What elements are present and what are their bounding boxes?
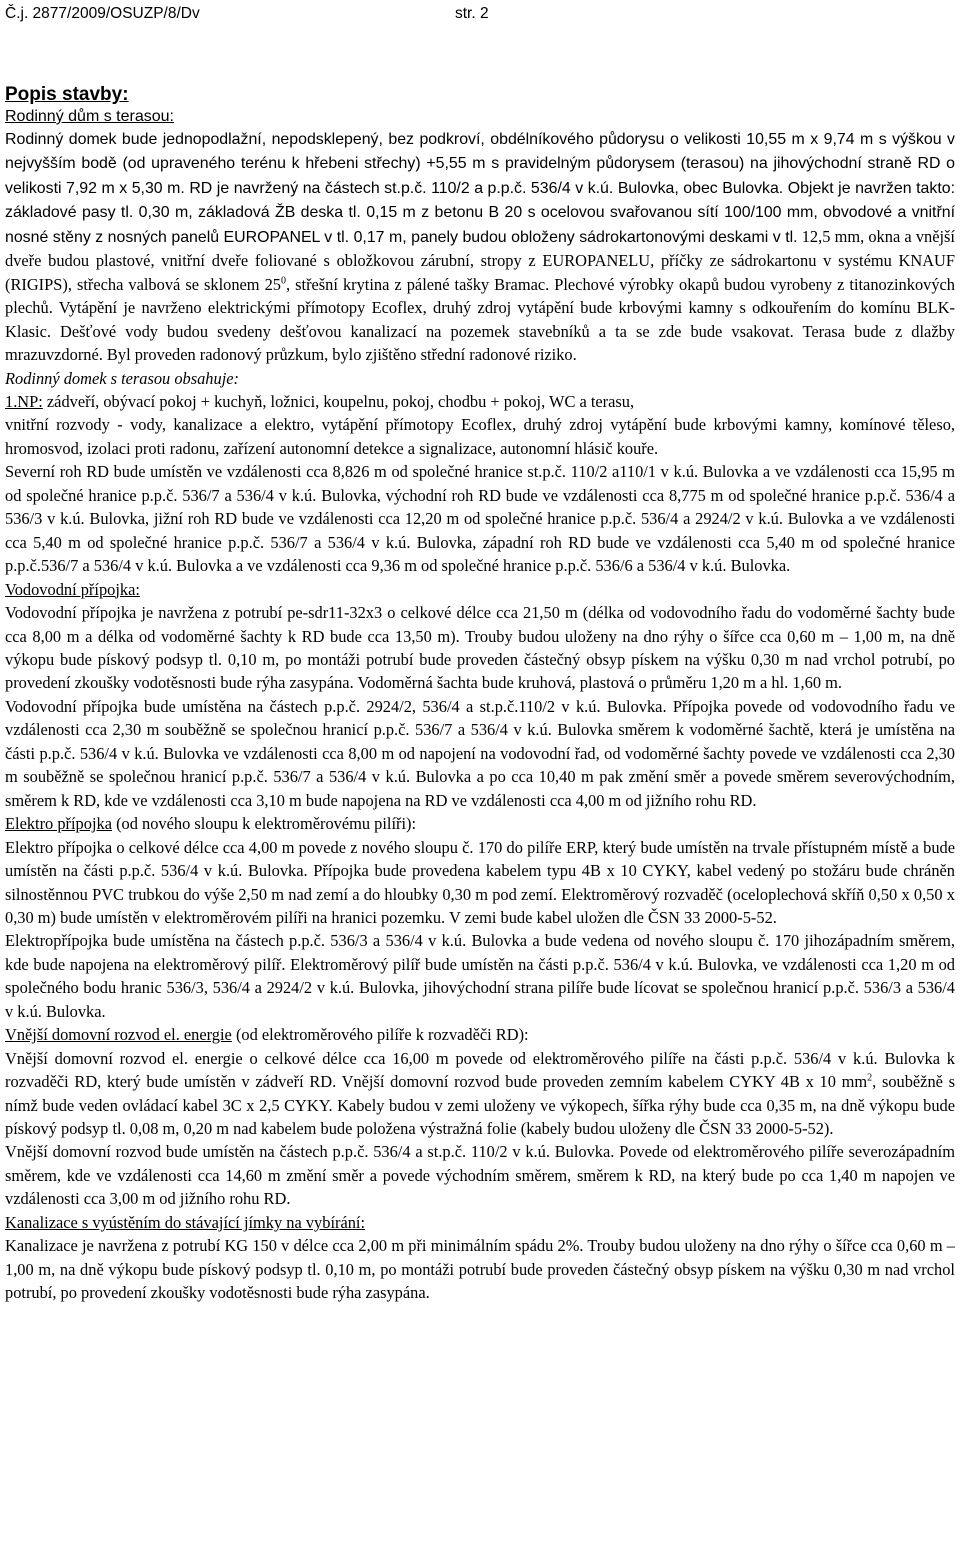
sewer-paragraph: Kanalizace je navržena z potrubí KG 150 v délce cca 2,00 m při minimálním spádu 2%. Trouby budou uloženy na dno rýhy o šířce cca 0,60 m – 1,00 m, na dně výkopu bude pískový podsyp tl. 0,10 m, po montáži potrubí bude proveden částečný obsyp pískem na výšku 0,30 m nad vrchol potrubí, po provedení zkoušky vodotěsnosti bude rýha zasypána. bbox=[5, 1236, 955, 1303]
page-number: str. 2 bbox=[455, 5, 489, 22]
elektro-heading-line bbox=[5, 812, 955, 835]
floor-installations: vnitřní rozvody - vody, kanalizace a elektro, vytápění přímotopy Ecoflex, druhý zdroj vytápění bude krbovými kamny, komínové těleso, hromosvod, izolaci proti radonu, zařízení autonomní detekce a signalizace, autonomní hlásič kouře. bbox=[5, 415, 955, 458]
outer-paragraph-2: Vnější domovní rozvod bude umístěn na částech p.p.č. 536/4 a st.p.č. 110/2 v k.ú. Bulovka. Povede od elektroměrového pilíře severozápadním směrem, kde ve vzdálenosti cca 14,60 m změní směr a povede východním směrem, směrem k RD, na který bude po cca 1,40 m napojen ve vzdálenosti cca 3,00 m od jižního rohu RD. bbox=[5, 1142, 955, 1209]
mm2-superscript: 2 bbox=[867, 1072, 873, 1084]
intro-serif-text-b: , střešní krytina z pálené tašky Bramac. Plechové výrobky okapů budou vyrobeny z titanozinkových plechů. Vytápění je navrženo elektrickými přímotopy Ecoflex, druhý zdroj vytápění bude krbovými kamny s odkouřením do komínu BLK-Klasic. Dešťové vody budou svedeny dešťovou kanalizací na pozemek stavebníků a ta se zde bude vsakovat. Terasa bude z dlažby mrazuvzdorné. Byl proveden radonový průzkum, bylo zjištěno střední radonové riziko. bbox=[5, 274, 955, 365]
elektro-paragraph-1: Elektro přípojka o celkové délce cca 4,00 m povede z nového sloupu č. 170 do pilíře ERP, který bude umístěn na trvale přístupném místě a bude umístěn na části p.p.č. 536/4 v k.ú. Bulovka. Přípojka bude provedena kabelem typu 4B x 10 CYKY, kabel vedený po stožáru bude chráněn silnostěnnou PVC trubkou do výše 2,50 m nad zemí a do hloubky 0,30 m pod zemí. Elektroměrový rozvaděč (oceloplechová skříň 0,50 x 0,50 x 0,30 m) bude umístěn v elektroměrovém pilíři na hranici pozemku. V zemi bude kabel uložen dle ČSN 33 2000-5-52. bbox=[5, 837, 955, 927]
outer-paragraph-1 bbox=[5, 1047, 955, 1141]
floor-label: 1.NP: bbox=[5, 391, 43, 411]
water-paragraph-2: Vodovodní přípojka bude umístěna na částech p.p.č. 2924/2, 536/4 a st.p.č.110/2 v k.ú. Bulovka. Přípojka povede od vodovodního řadu ve vzdálenosti cca 2,30 m souběžně se společnou hranicí p.p.č. 536/7 a 536/4 v k.ú. Bulovka směrem k vodoměrné šachtě, která je umístěna na části p.p.č. 536/4 v k.ú. Bulovka ve vzdálenosti cca 8,00 m od napojení na vodovodní řad, od vodoměrné šachty povede ve vzdálenosti cca 2,30 m souběžně se společnou hranicí p.p.č. 536/7 a 536/4 v k.ú. Bulovka a po cca 10,40 m pak změní směr a povede směrem severovýchodním, směrem k RD, kde ve vzdálenosti cca 3,10 m bude napojena na RD ve vzdálenosti cca 4,00 m od jižního rohu RD. bbox=[5, 696, 955, 810]
water-paragraph-1: Vodovodní přípojka je navržena z potrubí pe-sdr11-32x3 o celkové délce cca 21,50 m (délka od vodovodního řadu do vodoměrné šachty bude cca 8,00 m a délka od vodoměrné šachty k RD bude cca 13,50 m). Trouby budou uloženy na dno rýhy o šířce cca 0,60 m – 1,00 m, na dně výkopu bude pískový podsyp tl. 0,10 m, po montáži potrubí bude proveden částečný obsyp pískem na výšku 0,30 m nad vrchol potrubí, po provedení zkoušky vodotěsnosti bude rýha zasypána. Vodoměrná šachta bude kruhová, plastová o průměru 1,20 m a hl. 1,60 m. bbox=[5, 603, 955, 693]
elektro-heading: Elektro přípojka bbox=[5, 814, 112, 834]
floor-paragraph bbox=[5, 390, 955, 460]
intro-paragraph bbox=[5, 127, 955, 367]
intro-sans-text: Rodinný domek bude jednopodlažní, nepodsklepený, bez podkroví, obdélníkového půdorysu o velikosti 10,55 m x 9,74 m s výškou v nejvyšším bodě (od upraveného terénu k hřebeni střechy) +5,55 m s pravidelným půdorysem (terasou) na jihovýchodní straně RD o velikosti 7,92 m x 5,30 m. RD je navržený na částech st.p.č. 110/2 a p.p.č. 536/4 v k.ú. Bulovka, obec Bulovka. Objekt je navržen takto: základové pasy tl. 0,30 m, základová ŽB deska tl. 0,15 m z betonu B 20 s ocelovou svařovanou sítí 100/100 mm, obvodové a vnitřní nosné stěny z nosných panelů EUROPANEL v tl. 0,17 m, panely budou obloženy sádrokartonovými deskami v tl. bbox=[5, 131, 955, 246]
outer-heading-line bbox=[5, 1023, 955, 1046]
elektro-heading-rest: (od nového sloupu k elektroměrovému pilíři): bbox=[111, 814, 417, 834]
degree-superscript: 0 bbox=[281, 275, 286, 287]
contains-heading: Rodinný domek s terasou obsahuje: bbox=[5, 368, 239, 388]
reference-number: Č.j. 2877/2009/OSUZP/8/Dv bbox=[5, 5, 200, 22]
document-body bbox=[5, 84, 955, 1305]
sewer-heading: Kanalizace s vyústěním do stávající jímky na vybírání: bbox=[5, 1212, 366, 1232]
outer-text-a: Vnější domovní rozvod el. energie o celkové délce cca 16,00 m povede od elektroměrového pilíře na části p.p.č. 536/4 v k.ú. Bulovka k rozvaděči RD, který bude umístěn v zádveří RD. Vnější domovní rozvod bude proveden zemním kabelem CYKY 4B x 10 mm bbox=[5, 1048, 955, 1092]
floor-rooms: zádveří, obývací pokoj + kuchyň, ložnici, koupelnu, pokoj, chodbu + pokoj, WC a terasu, bbox=[42, 391, 635, 411]
water-heading: Vodovodní přípojka: bbox=[5, 579, 140, 599]
outer-text-b: , souběžně s nímž bude veden ovládací kabel 3C x 2,5 CYKY. Kabely budou v zemi uloženy ve výkopech, šířka rýhy bude cca 0,35 m, na dně výkopu bude pískový podsyp tl. 0,08 m, 0,20 m nad kabelem bude položena výstražná folie (kabely budou uloženy dle ČSN 33 2000-5-52). bbox=[5, 1072, 956, 1139]
elektro-paragraph-2: Elektropřípojka bude umístěna na částech p.p.č. 536/3 a 536/4 v k.ú. Bulovka a bude vedena od nového sloupu č. 170 jihozápadním směrem, kde bude napojena na elektroměrový pilíř. Elektroměrový pilíř bude umístěn na části p.p.č. 536/4 v k.ú. Bulovka, ve vzdálenosti cca 1,20 m od společného bodu hranic 536/3, 536/4 a 2924/2 v k.ú. Bulovka, jihovýchodní strana pilíře bude lícovat se společnou hranicí p.p.č. 536/3 a 536/4 v k.ú. Bulovka. bbox=[5, 931, 955, 1021]
intro-serif-text-a: 12,5 mm, okna a vnější dveře budou plastové, vnitřní dveře foliované s obložkovou zárubní, stropy z EUROPANELU, příčky ze sádrokartonu v systému KNAUF (RIGIPS), střecha valbová se sklonem 25 bbox=[5, 226, 955, 294]
subsection-title: Rodinný dům s terasou: bbox=[5, 108, 174, 125]
outer-heading-rest: (od elektroměrového pilíře k rozvaděči RD): bbox=[231, 1025, 529, 1045]
distances-paragraph: Severní roh RD bude umístěn ve vzdálenosti cca 8,826 m od společné hranice st.p.č. 110/2 a110/1 v k.ú. Bulovka a ve vzdálenosti cca 15,95 m od společné hranice p.p.č. 536/7 a 536/4 v k.ú. Bulovka, východní roh RD bude ve vzdálenosti cca 8,775 m od společné hranice p.p.č. 536/4 a 536/3 v k.ú. Bulovka, jižní roh RD bude ve vzdálenosti cca 12,20 m od společné hranice p.p.č. 536/4 a 2924/2 v k.ú. Bulovka a ve vzdálenosti cca 5,40 m od společné hranice p.p.č. 536/7 a 536/4 v k.ú. Bulovka, západní roh RD bude ve vzdálenosti cca 5,40 m od společné hranice p.p.č.536/7 a 536/4 v k.ú. Bulovka a ve vzdálenosti cca 9,36 m od společné hranice p.p.č. 536/6 a 536/4 v k.ú. Bulovka. bbox=[5, 462, 955, 576]
section-title: Popis stavby: bbox=[5, 84, 129, 105]
outer-heading: Vnější domovní rozvod el. energie bbox=[5, 1025, 232, 1045]
